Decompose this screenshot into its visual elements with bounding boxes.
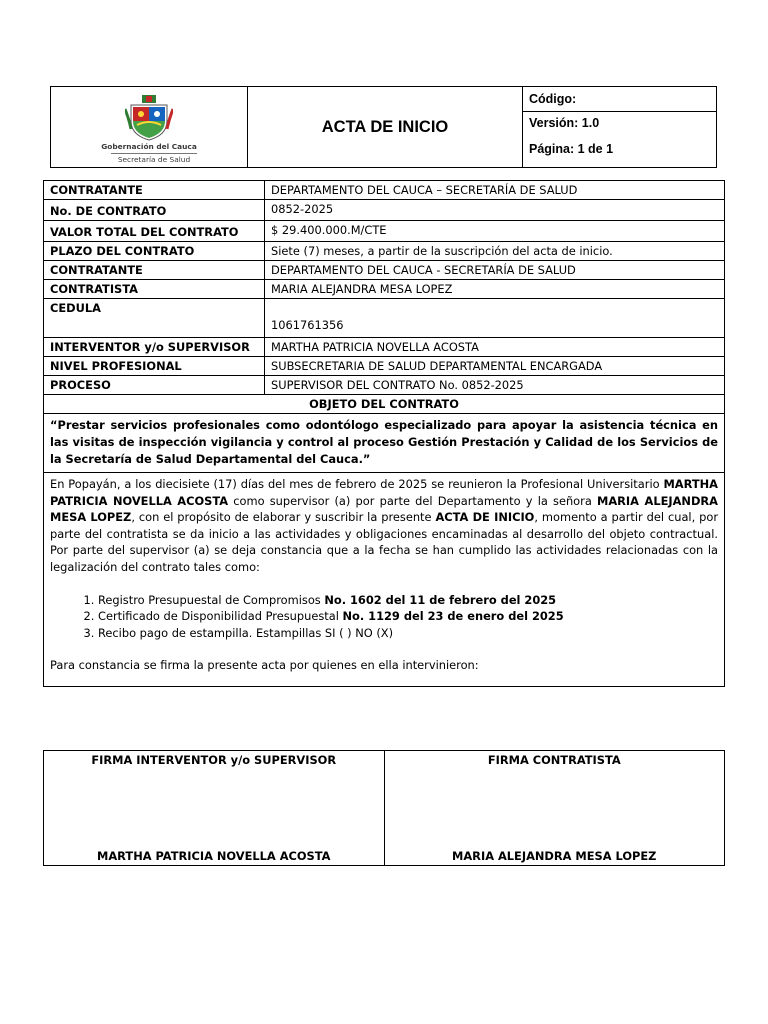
page-label: Página: 1 de 1 — [529, 142, 614, 156]
row-value: SUPERVISOR DEL CONTRATO No. 0852-2025 — [265, 376, 725, 395]
coat-of-arms-icon — [125, 95, 173, 141]
codigo-label: Código: — [523, 87, 717, 112]
row-label: PLAZO DEL CONTRATO — [44, 242, 265, 261]
objeto-text: “Prestar servicios profesionales como odontólogo especializado para apoyar la asistencia técnica en las visitas de inspección vigilancia y control al proceso Gestión Prestación y Calidad de los Servicios de la Secretaría de Salud Departamental del Cauca.” — [44, 414, 725, 473]
row-value: DEPARTAMENTO DEL CAUCA – SECRETARÍA DE SALUD — [265, 181, 725, 200]
narrative-paragraph: En Popayán, a los diecisiete (17) días del mes de febrero de 2025 se reunieron la Profesional Universitario MARTHA PATRICIA NOVELLA ACOSTA como supervisor (a) por parte del Departamento y la señora MARIA ALEJANDRA MESA LOPEZ, con el propósito de elaborar y suscribir la presente ACTA DE INICIO, momento a partir del cual, por parte del contratista se da inicio a las actividades y obligaciones encaminadas al desarrollo del objeto contractual. Por parte del supervisor (a) se deja constancia que a la fecha se han cumplido las actividades relacionadas con la legalización del contrato tales como: — [50, 477, 719, 574]
objeto-title: OBJETO DEL CONTRATO — [44, 395, 725, 414]
logo-name: Gobernación del Cauca — [101, 141, 197, 151]
list-item: 2. Certificado de Disponibilidad Presupuestal No. 1129 del 23 de enero del 2025 — [98, 608, 718, 625]
gobernacion-logo — [51, 89, 247, 166]
list-item: 1. Registro Presupuestal de Compromisos No. 1602 del 11 de febrero del 2025 — [98, 592, 718, 609]
table-row — [44, 242, 725, 261]
contractor-signature-box — [384, 751, 725, 866]
row-value: DEPARTAMENTO DEL CAUCA - SECRETARÍA DE SALUD — [265, 261, 725, 280]
row-label: CONTRATANTE — [44, 261, 265, 280]
document-title: ACTA DE INICIO — [248, 87, 523, 168]
table-row — [44, 280, 725, 299]
row-value: 0852-2025 — [265, 200, 725, 221]
document-header — [50, 86, 717, 168]
table-row — [44, 338, 725, 357]
signature-table — [43, 750, 725, 866]
supervisor-signature-title: FIRMA INTERVENTOR y/o SUPERVISOR — [91, 753, 337, 767]
supervisor-name: MARTHA PATRICIA NOVELLA ACOSTA — [97, 849, 331, 863]
table-row — [44, 221, 725, 242]
supervisor-signature-box — [44, 751, 385, 866]
logo-subtitle: Secretaría de Salud — [111, 153, 197, 164]
row-value: $ 29.400.000.M/CTE — [265, 221, 725, 242]
row-value: MARTHA PATRICIA NOVELLA ACOSTA — [265, 338, 725, 357]
row-value: SUBSECRETARIA DE SALUD DEPARTAMENTAL ENCARGADA — [265, 357, 725, 376]
row-label: No. DE CONTRATO — [44, 200, 265, 221]
row-label: NIVEL PROFESIONAL — [44, 357, 265, 376]
table-row — [44, 376, 725, 395]
row-label: PROCESO — [44, 376, 265, 395]
logo-cell — [51, 87, 248, 168]
closing-statement: Para constancia se firma la presente acta por quienes en ella intervinieron: — [50, 658, 479, 673]
row-label: CONTRATANTE — [44, 181, 265, 200]
row-label: CEDULA — [44, 299, 265, 338]
table-row — [44, 181, 725, 200]
row-label: CONTRATISTA — [44, 280, 265, 299]
table-row — [44, 200, 725, 221]
version-page-cell — [523, 112, 717, 168]
contractor-name: MARIA ALEJANDRA MESA LOPEZ — [452, 849, 657, 863]
version-label: Versión: 1.0 — [529, 116, 600, 130]
row-label: INTERVENTOR y/o SUPERVISOR — [44, 338, 265, 357]
narrative-cell — [44, 473, 725, 687]
table-row — [44, 261, 725, 280]
row-label: VALOR TOTAL DEL CONTRATO — [44, 221, 265, 242]
legalization-list — [50, 592, 718, 642]
row-value: Siete (7) meses, a partir de la suscripción del acta de inicio. — [265, 242, 725, 261]
contractor-signature-title: FIRMA CONTRATISTA — [487, 753, 621, 767]
list-item: 3. Recibo pago de estampilla. Estampillas SI ( ) NO (X) — [98, 625, 718, 642]
row-value: MARIA ALEJANDRA MESA LOPEZ — [265, 280, 725, 299]
row-value: 1061761356 — [265, 299, 725, 338]
table-row — [44, 357, 725, 376]
table-row — [44, 299, 725, 338]
contract-info-table — [43, 180, 725, 687]
